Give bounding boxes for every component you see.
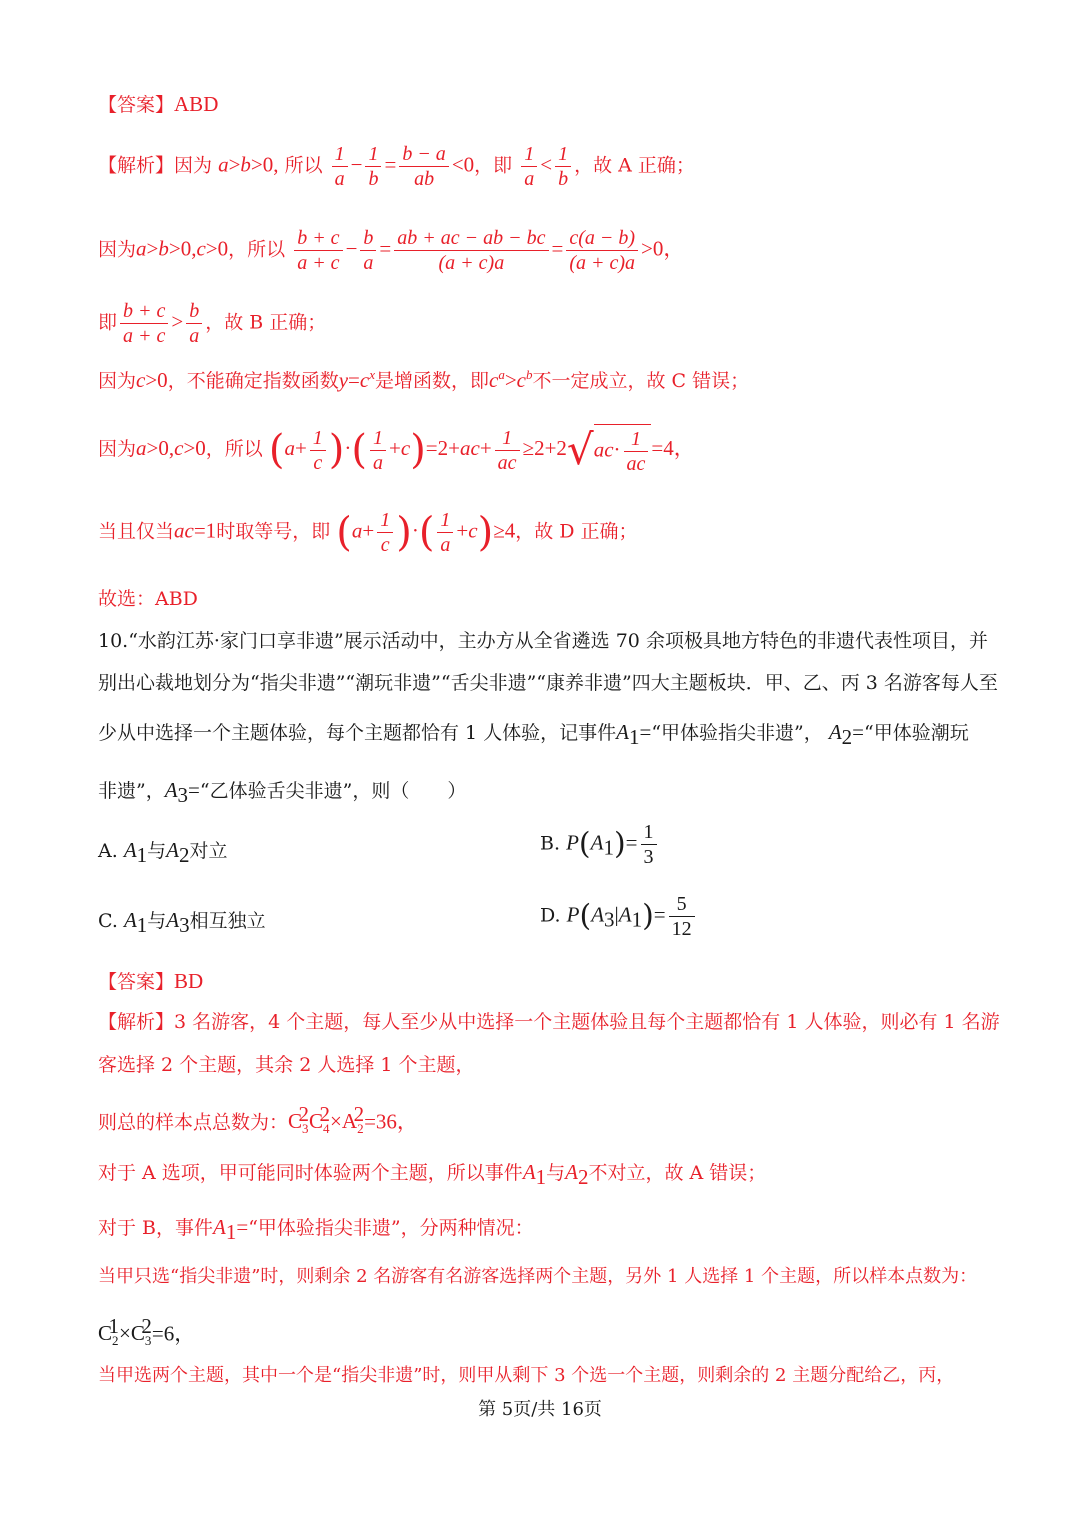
answer-line-2 <box>98 971 203 992</box>
analysis-label: 【解析】 <box>98 154 175 177</box>
text: ，故 D 正确； <box>515 520 638 543</box>
answer-line-1 <box>98 94 218 115</box>
option-a: A. $A_1$与$A_2$对立 <box>98 838 228 867</box>
answer-bracket: 【答案】 <box>98 94 175 116</box>
text: 因为 <box>174 154 213 177</box>
page-footer: 第 5页/共 16页 <box>478 1399 602 1420</box>
text: ，不能确定指数函数 <box>167 370 339 392</box>
text: 因为 <box>98 438 137 460</box>
analysis-label: 【解析】 <box>98 1011 175 1033</box>
analysis-line-2: 因为a>b>0,c>0，所以 $\frac{b + c}{a + c}$ − $\frac{b}{a}$ = $\frac{ab + ac - ab - bc}{(a + c)a}$ = $\frac{c(a - b)}{(a + c)a}$ >0， <box>98 227 685 274</box>
text: “甲体验潮玩 <box>864 722 969 744</box>
text: 少从中选择一个主题体验，每个主题都恰有 1 人体验，记事件 <box>98 722 617 744</box>
question-line-3: 少从中选择一个主题体验，每个主题都恰有 1 人体验，记事件$A_1=“$甲体验指尖非遗”， $A_2=“$甲体验潮玩 <box>98 720 969 749</box>
analysis-line-4: 因为c>0，不能确定指数函数$y=c^x$是增函数，即$c^a>c^b$不一定成立，故 C 错误； <box>98 367 750 392</box>
fraction: $\frac{b + c}{a + c}$ <box>120 299 168 348</box>
option-d: D. $P(A_3|A_1)=$ $\frac{5}{12}$ <box>540 892 698 941</box>
fraction: $\frac{1}{ac}$ <box>495 426 520 475</box>
answer-value: BD <box>174 969 204 993</box>
analysis2-line-2: 客选择 2 个主题，其余 2 人选择 1 个主题， <box>98 1054 475 1076</box>
analysis-line-1: 【解析】因为 a>b>0, 所以 $\frac{1}{a}$ − $\frac{1}{b}$ = $\frac{b - a}{ab}$ <0，即 $\frac{1}{a}$ < $\frac{1}{b}$ ，故 A 正确； <box>98 143 695 190</box>
question-line-2: 别出心裁地划分为“指尖非遗”“潮玩非遗”“舌尖非遗”“康养非遗”四大主题板块．甲、乙、丙 3 名游客每人至 <box>98 672 998 694</box>
text: 非遗”， <box>98 780 165 802</box>
analysis-line-3: 即 $\frac{b + c}{a + c}$ > $\frac{b}{a}$ ，故 B 正确； <box>98 300 327 347</box>
text: 相互独立 <box>189 910 266 932</box>
answer-value: ABD <box>174 92 219 116</box>
text: 不一定成立，故 C 错误； <box>532 370 750 392</box>
fraction: $\frac{1}{3}$ <box>641 820 657 869</box>
sqrt: √ac· $\frac{1}{ac}$ <box>567 424 651 476</box>
text: ，所以 <box>205 438 263 460</box>
fraction: $\frac{1}{c}$ <box>377 508 393 557</box>
analysis-line-7: 故选：ABD <box>98 588 198 610</box>
fraction: $\frac{b + c}{a + c}$ <box>294 226 342 275</box>
text: B. <box>540 832 561 855</box>
analysis2-line-3: 则总的样本点总数为：$C_3^2C_4^2\times A_2^2=36$， <box>98 1102 418 1137</box>
text: 是增函数，即 <box>374 370 489 392</box>
text: 3 名游客，4 个主题，每人至少从中选择一个主题体验且每个主题都恰有 1 人体验，则必有 1 名游 <box>174 1011 1000 1033</box>
fraction: $\frac{b}{a}$ <box>360 226 376 275</box>
fraction: $\frac{1}{c}$ <box>310 426 326 475</box>
fraction: $\frac{1}{a}$ <box>332 142 348 191</box>
text: “乙体验舌尖非遗”，则（ ） <box>199 780 467 802</box>
text: 因为 <box>98 370 137 392</box>
analysis2-line-5: 对于 B，事件$A_1=“$甲体验指尖非遗”，分两种情况： <box>98 1215 534 1244</box>
text: 所以 <box>284 154 323 177</box>
text: 时取等号，即 <box>216 520 331 543</box>
fraction: $\frac{ab + ac - ab - bc}{(a + c)a}$ <box>394 226 548 275</box>
text: 对立 <box>189 840 228 862</box>
text: 与 <box>147 910 167 932</box>
fraction: $\frac{1}{b}$ <box>365 142 381 191</box>
fraction: $\frac{1}{a}$ <box>437 508 453 557</box>
question-line-4: 非遗”，$A_3=“$乙体验舌尖非遗”，则（ ） <box>98 778 467 807</box>
option-b: B. $P(A_1)=$ $\frac{1}{3}$ <box>540 820 660 869</box>
question-line-1: 10.“水韵江苏·家门口享非遗”展示活动中，主办方从全省遴选 70 余项极具地方特色的非遗代表性项目，并 <box>98 630 988 652</box>
fraction: $\frac{b - a}{ab}$ <box>399 142 449 191</box>
analysis2-line-6: 当甲只选“指尖非遗”时，则剩余 2 名游客有名游客选择两个主题，另外 1 人选择 1 个主题，所以样本点数为： <box>98 1266 978 1287</box>
text: 则总的样本点总数为： <box>98 1111 289 1134</box>
analysis2-line-8: 当甲选两个主题，其中一个是“指尖非遗”时，则甲从剩下 3 个选一个主题，则剩余的 2 主题分配给乙，丙， <box>98 1365 955 1386</box>
text: “甲体验指尖非遗”，分两种情况： <box>248 1217 534 1239</box>
text: C. <box>98 910 118 932</box>
analysis2-line-1 <box>98 1013 1000 1032</box>
text: ，故 A 正确； <box>574 154 695 177</box>
math: a <box>218 152 229 177</box>
text: 对于 A 选项，甲可能同时体验两个主题，所以事件 <box>98 1162 523 1184</box>
text: ，故 B 正确； <box>205 311 327 334</box>
text: ，所以 <box>228 238 286 261</box>
text: 当且仅当 <box>98 520 175 543</box>
option-c: C. $A_1$与$A_3$相互独立 <box>98 908 266 937</box>
analysis-line-6: 当且仅当ac=1时取等号，即 (a+ $\frac{1}{c}$ )·( $\frac{1}{a}$ +c)≥4，故 D 正确； <box>98 509 638 556</box>
fraction: $\frac{1}{a}$ <box>370 426 386 475</box>
analysis-line-5: 因为a>0,c>0，所以 (a+ $\frac{1}{c}$ )·( $\frac{1}{a}$ +c)=2+ac+ $\frac{1}{ac}$ ≥2+2√ac· $\frac{1}{ac}$ =4， <box>98 425 695 475</box>
text: 与 <box>546 1162 566 1184</box>
text: 不对立，故 A 错误； <box>588 1162 767 1184</box>
fraction: $\frac{1}{b}$ <box>555 142 571 191</box>
fraction: $\frac{5}{12}$ <box>669 892 695 941</box>
fraction: $\frac{b}{a}$ <box>186 299 202 348</box>
fraction: $\frac{c(a - b)}{(a + c)a}$ <box>566 226 638 275</box>
analysis2-line-4: 对于 A 选项，甲可能同时体验两个主题，所以事件$A_1$与$A_2$不对立，故 A 错误； <box>98 1160 767 1189</box>
fraction: $\frac{1}{a}$ <box>521 142 537 191</box>
text: A. <box>98 840 118 862</box>
analysis2-line-7: $C_2^1\times C_3^2=6$， <box>98 1314 196 1349</box>
text: ，即 <box>474 154 513 177</box>
text: 因为 <box>98 238 137 261</box>
text: 即 <box>98 311 118 334</box>
text: 对于 B，事件 <box>98 1217 214 1239</box>
answer-bracket: 【答案】 <box>98 971 175 993</box>
text: “甲体验指尖非遗”， <box>651 722 823 744</box>
text: 与 <box>147 840 167 862</box>
text: D. <box>540 904 561 927</box>
